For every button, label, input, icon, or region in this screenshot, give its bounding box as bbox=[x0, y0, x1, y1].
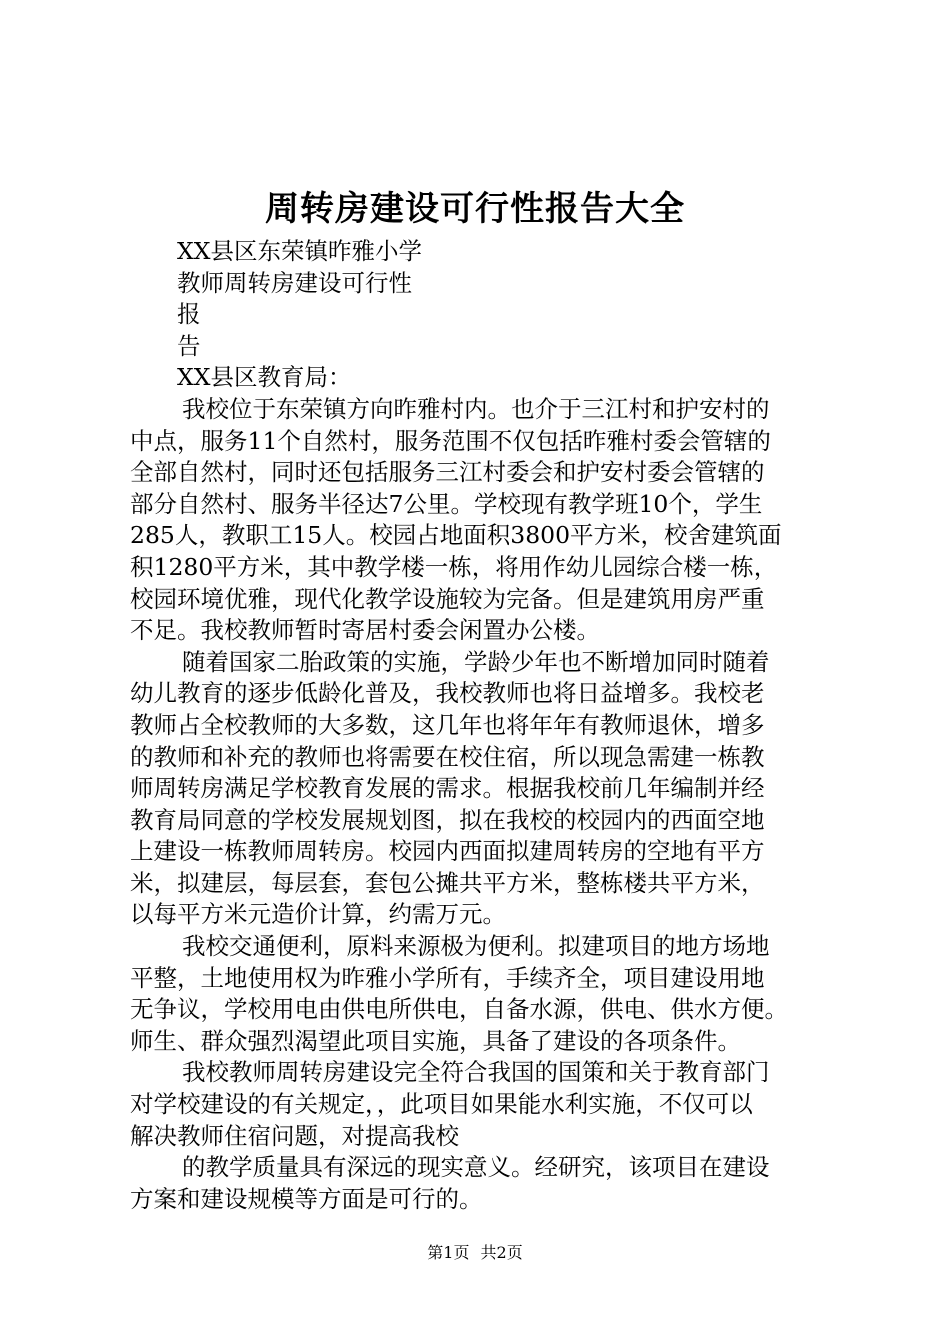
text-line: 以每平方米元造价计算，约需万元。 bbox=[130, 900, 506, 929]
text-line: 教育局同意的学校发展规划图，拟在我校的校园内的西面空地 bbox=[130, 805, 765, 834]
document-title: 周转房建设可行性报告大全 bbox=[265, 189, 685, 229]
text-line: 不足。我校教师暂时寄居村委会闲置办公楼。 bbox=[130, 616, 600, 645]
text-line: 中点，服务11个自然村，服务范围不仅包括昨雅村委会管辖的 bbox=[130, 426, 771, 455]
text-line: 部分自然村、服务半径达7公里。学校现有教学班10个，学生 bbox=[130, 489, 763, 518]
text-line: 我校交通便利，原料来源极为便利。拟建项目的地方场地 bbox=[182, 932, 770, 961]
text-line: 的教师和补充的教师也将需要在校住宿，所以现急需建一栋教 bbox=[130, 742, 765, 771]
text-line: 校园环境优雅，现代化教学设施较为完备。但是建筑用房严重 bbox=[130, 584, 765, 613]
text-line: 教师周转房建设可行性 bbox=[177, 268, 412, 297]
text-line: 米，拟建层，每层套，套包公摊共平方米，整栋楼共平方米， bbox=[130, 868, 765, 897]
text-line: 我校教师周转房建设完全符合我国的国策和关于教育部门 bbox=[182, 1058, 770, 1087]
text-line: 285人，教职工15人。校园占地面积3800平方米，校舍建筑面 bbox=[130, 521, 782, 550]
text-line: 师生、群众强烈渴望此项目实施，具备了建设的各项条件。 bbox=[130, 1026, 741, 1055]
text-line: 告 bbox=[177, 331, 201, 360]
text-line: 上建设一栋教师周转房。校园内西面拟建周转房的空地有平方 bbox=[130, 837, 765, 866]
text-line: XX县区东荣镇昨雅小学 bbox=[177, 237, 422, 265]
text-line: 对学校建设的有关规定，，此项目如果能水利实施，不仅可以 bbox=[130, 1090, 753, 1119]
text-line: 的教学质量具有深远的现实意义。经研究，该项目在建设 bbox=[182, 1153, 770, 1182]
text-line: 平整，土地使用权为昨雅小学所有，手续齐全，项目建设用地 bbox=[130, 963, 765, 992]
page-footer bbox=[0, 1242, 950, 1264]
text-line: 教师占全校教师的大多数，这几年也将年年有教师退休，增多 bbox=[130, 710, 765, 739]
text-line: 报 bbox=[177, 300, 201, 329]
text-line: 全部自然村，同时还包括服务三江村委会和护安村委会管辖的 bbox=[130, 458, 765, 487]
text-line: 我校位于东荣镇方向昨雅村内。也介于三江村和护安村的 bbox=[182, 394, 770, 423]
text-line: 师周转房满足学校教育发展的需求。根据我校前几年编制并经 bbox=[130, 774, 765, 803]
text-line: XX县区教育局： bbox=[177, 363, 352, 392]
text-line: 无争议，学校用电由供电所供电，自备水源，供电、供水方便。 bbox=[130, 995, 788, 1024]
page-number: 第1页 bbox=[427, 1243, 470, 1262]
text-line: 随着国家二胎政策的实施，学龄少年也不断增加同时随着 bbox=[182, 647, 770, 676]
text-line: 积1280平方米，其中教学楼一栋，将用作幼儿园综合楼一栋， bbox=[130, 552, 778, 581]
text-line: 方案和建设规模等方面是可行的。 bbox=[130, 1184, 483, 1213]
text-line: 幼儿教育的逐步低龄化普及，我校教师也将日益增多。我校老 bbox=[130, 679, 765, 708]
document-body bbox=[130, 236, 840, 1215]
page-total: 共2页 bbox=[480, 1243, 523, 1262]
text-line: 解决教师住宿问题，对提高我校 bbox=[130, 1121, 459, 1150]
